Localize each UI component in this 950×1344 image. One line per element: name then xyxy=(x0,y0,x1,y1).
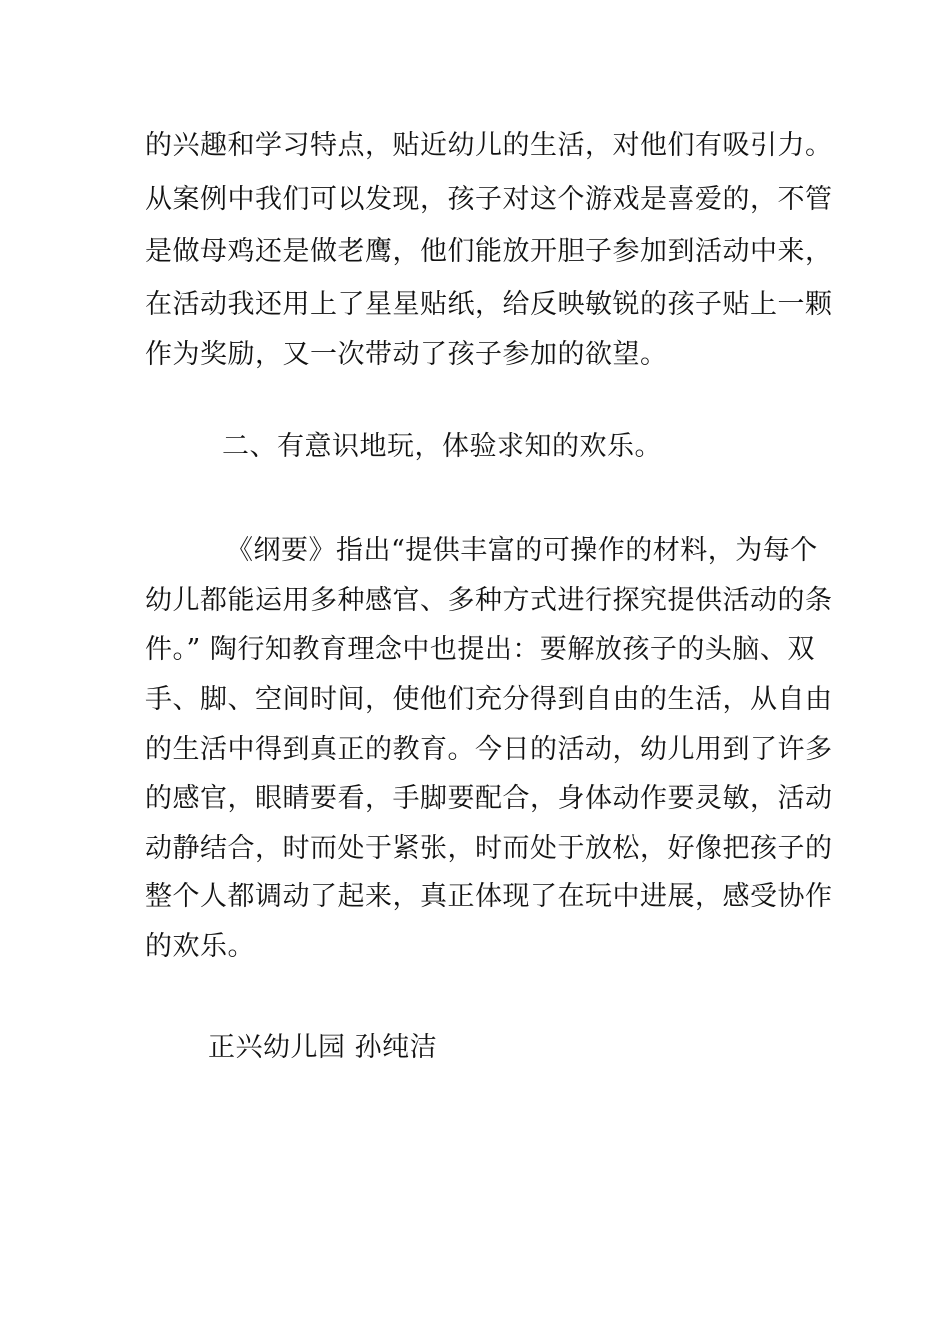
text-line: 的感官，眼睛要看，手脚要配合，身体动作要灵敏，活动 xyxy=(145,783,833,814)
text-line: 幼儿都能运用多种感官、多种方式进行探究提供活动的条 xyxy=(145,585,833,616)
text-line: 《纲要》指出“提供丰富的可操作的材料，为每个 xyxy=(226,535,818,566)
text-line: 整个人都调动了起来，真正体现了在玩中进展，感受协作 xyxy=(145,881,833,912)
text-line: 的欢乐。 xyxy=(145,931,255,962)
text-line: 动静结合，时而处于紧张，时而处于放松，好像把孩子的 xyxy=(145,833,833,864)
text-line: 的生活中得到真正的教育。今日的活动，幼儿用到了许多 xyxy=(145,734,833,765)
text-line: 的兴趣和学习特点，贴近幼儿的生活，对他们有吸引力。 xyxy=(145,130,833,161)
text-line: 从案例中我们可以发现，孩子对这个游戏是喜爱的，不管 xyxy=(145,184,833,215)
text-line: 件。” 陶行知教育理念中也提出：要解放孩子的头脑、双 xyxy=(145,634,815,665)
text-line: 作为奖励，又一次带动了孩子参加的欲望。 xyxy=(145,339,668,370)
section-heading: 二、有意识地玩，体验求知的欢乐。 xyxy=(222,431,662,462)
text-line: 是做母鸡还是做老鹰，他们能放开胆子参加到活动中来， xyxy=(145,236,833,267)
text-line: 手、脚、空间时间，使他们充分得到自由的生活，从自由 xyxy=(145,684,833,715)
signature: 正兴幼儿园 孙纯洁 xyxy=(208,1032,438,1063)
text-line: 在活动我还用上了星星贴纸，给反映敏锐的孩子贴上一颗 xyxy=(145,289,833,320)
